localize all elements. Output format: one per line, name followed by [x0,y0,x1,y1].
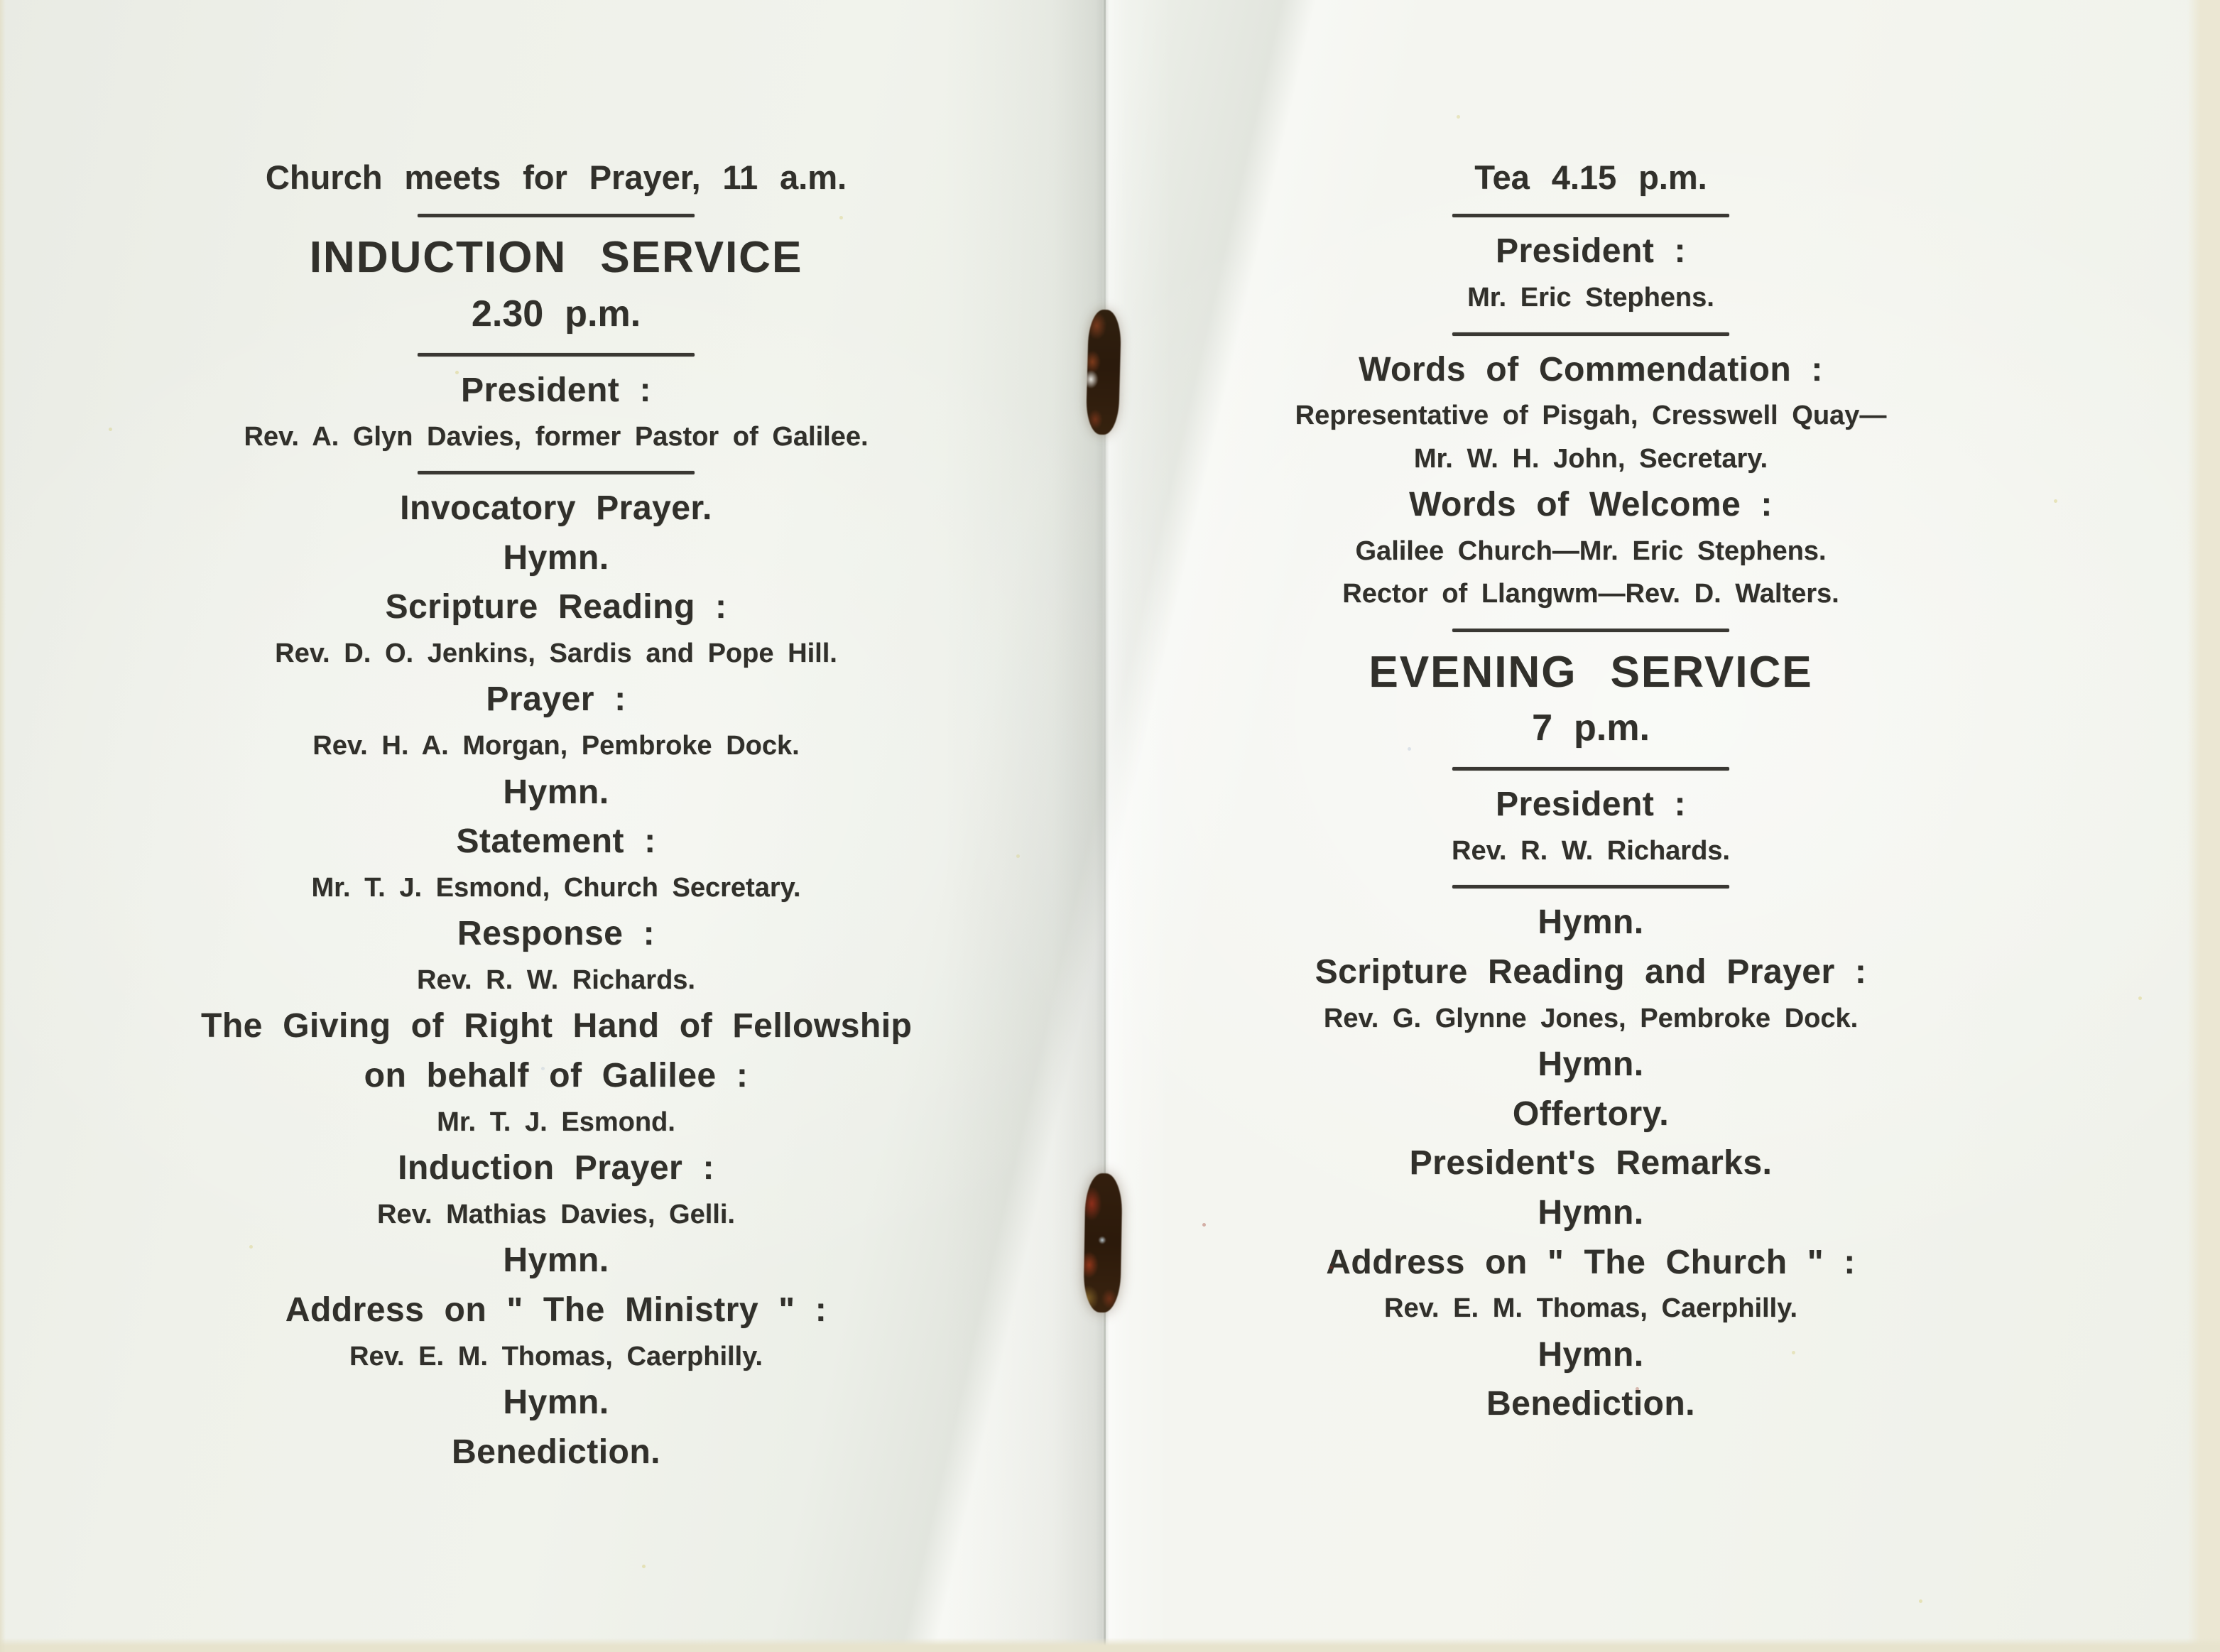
order-item: Benediction. [1486,1385,1696,1423]
order-item: The Giving of Right Hand of Fellowship [201,1007,913,1045]
service-time: 7 p.m. [1532,707,1650,749]
order-item: Hymn. [503,773,609,811]
order-item: Benediction. [451,1433,661,1471]
participant-name: Rev. R. W. Richards. [417,964,695,995]
separator-rule [1452,629,1729,632]
order-item: Address on " The Church " : [1326,1243,1856,1281]
order-item: Hymn. [1538,1335,1644,1374]
order-item: Response : [457,915,655,953]
order-item: Offertory. [1512,1094,1670,1133]
participant-name: Mr. Eric Stephens. [1467,283,1714,313]
programme-caption: Tea 4.15 p.m. [1474,158,1707,196]
order-item: on behalf of Galilee : [364,1057,749,1095]
order-item: Statement : [456,822,656,861]
page-edge-right [2187,0,2220,1652]
order-item: Scripture Reading and Prayer : [1315,953,1867,991]
page-edge-left [0,0,6,1652]
service-title: INDUCTION SERVICE [309,233,803,283]
order-item: President : [1496,786,1686,824]
order-item: Scripture Reading : [385,588,727,626]
participant-name: Mr. W. H. John, Secretary. [1413,443,1768,474]
center-fold-shadow [945,0,1229,1652]
participant-name: Representative of Pisgah, Cresswell Quay— [1295,401,1887,431]
service-time: 2.30 p.m. [471,293,641,335]
programme-caption: Church meets for Prayer, 11 a.m. [265,158,847,196]
participant-name: Rev. H. A. Morgan, Pembroke Dock. [312,731,800,761]
participant-name: Galilee Church—Mr. Eric Stephens. [1355,536,1827,566]
separator-rule [1452,885,1729,889]
order-item: Hymn. [503,1241,609,1280]
participant-name: Rev. Mathias Davies, Gelli. [377,1199,735,1229]
paper-speckles [0,0,2,2]
order-item: President : [1496,232,1686,271]
left-page-induction-service [201,0,911,1472]
rusted-staple-bottom [1083,1173,1122,1313]
rusted-staple-top [1086,309,1122,435]
service-title: EVENING SERVICE [1369,647,1813,697]
participant-name: Rector of Llangwm—Rev. D. Walters. [1342,579,1839,609]
separator-rule [1452,332,1729,336]
order-item: President's Remarks. [1409,1144,1773,1183]
participant-name: Mr. T. J. Esmond, Church Secretary. [311,872,801,903]
separator-rule [418,353,695,357]
participant-name: Rev. E. M. Thomas, Caerphilly. [1384,1293,1797,1324]
separator-rule [1452,767,1729,771]
participant-name: Rev. E. M. Thomas, Caerphilly. [349,1341,763,1371]
right-page-evening-service [1236,0,1946,1425]
order-item: Hymn. [503,1384,609,1422]
participant-name: Rev. A. Glyn Davies, former Pastor of Galilee. [244,421,869,452]
order-item: Prayer : [486,680,626,719]
page-edge-bottom [0,1638,2220,1652]
separator-rule [418,471,695,474]
order-item: Invocatory Prayer. [400,489,712,528]
order-item: Hymn. [503,538,609,577]
order-item: Address on " The Ministry " : [285,1290,827,1329]
order-item: Induction Prayer : [398,1149,714,1188]
participant-name: Rev. R. W. Richards. [1452,835,1730,866]
order-item: President : [461,371,651,409]
participant-name: Rev. D. O. Jenkins, Sardis and Pope Hill. [275,638,837,668]
participant-name: Rev. G. Glynne Jones, Pembroke Dock. [1323,1003,1859,1033]
order-item: Hymn. [1538,1045,1644,1084]
separator-rule [418,214,695,217]
order-item: Words of Welcome : [1409,486,1773,524]
participant-name: Mr. T. J. Esmond. [437,1107,675,1137]
center-fold-crease [1104,0,1106,1652]
order-item: Hymn. [1538,1194,1644,1232]
order-item: Words of Commendation : [1359,350,1823,388]
separator-rule [1452,214,1729,217]
order-item: Hymn. [1538,903,1644,942]
